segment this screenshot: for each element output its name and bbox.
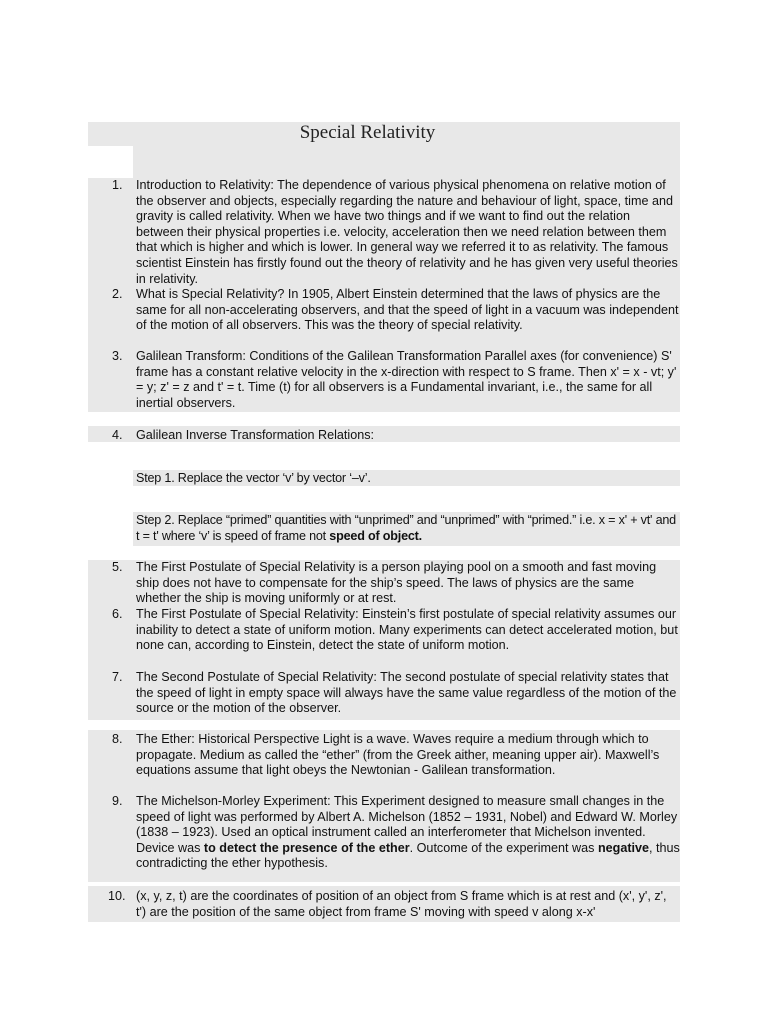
step-1-text: Step 1. Replace the vector ‘v’ by vector ‘–v’.: [136, 471, 371, 485]
list-item: [112, 732, 680, 779]
list-item: [112, 670, 680, 717]
item9-part1: The Michelson-Morley Experiment: This Experiment designed to measure small changes in the speed of light was performed by Albert A. Michelson (1852 – 1931, Nobel) and Edward W. Morley (1838 – 1923). Used an optical instrument called an interferometer that Michelson invented. Device was: [136, 794, 678, 855]
step-2-text: [136, 513, 680, 544]
item9-bold-2: negative: [597, 840, 650, 855]
list-number: 5.: [112, 560, 123, 574]
list-item: [112, 607, 680, 654]
list-text: What is Special Relativity? In 1905, Albert Einstein determined that the laws of physics are the same for all non-accelerating observers, and that the speed of light in a vacuum was independent of the motion of all observers. This was the theory of special relativity.: [136, 287, 679, 333]
list-number: 3.: [112, 349, 123, 363]
step-2: [112, 513, 680, 544]
list-number: 2.: [112, 287, 123, 301]
item9-part2: . Outcome of the experiment was: [409, 840, 598, 855]
list-number: 1.: [112, 178, 123, 192]
list-item: [112, 794, 680, 872]
list-text: Introduction to Relativity: The dependence of various physical phenomena on relative motion of the observer and objects, especially regarding the nature and behaviour of light, space, time and gravity is called relativity. When we have two things and if we want to find out the relation between their physical properties i.e. velocity, acceleration then we need relation between them that which is higher and which is lower. In general way we referred it to as relativity. The famous scientist Einstein has firstly found out the theory of relativity and he has given very useful theories in relativity.: [136, 178, 678, 286]
list-text: The Ether: Historical Perspective Light is a wave. Waves require a medium through which to propagate. Medium as called the “ether” (from the Greek aither, meaning upper air). Maxwell’s equations assume that light obeys the Newtonian - Galilean transformation.: [136, 732, 660, 778]
list-item: [108, 889, 680, 920]
list-text: The First Postulate of Special Relativity: Einstein’s first postulate of special relativity assumes our inability to detect a state of uniform motion. Many experiments can detect accelerated motion, but none can, according to Einstein, detect the state of uniform motion.: [136, 607, 678, 653]
step-2-body: Step 2. Replace “primed” quantities with “unprimed” and “unprimed” with “primed.” i.e. x = x' + vt' and t = t' where ‘v’ is speed of frame not: [136, 513, 676, 543]
list-number: 4.: [112, 428, 123, 442]
page-shading: [133, 146, 680, 178]
list-number: 7.: [112, 670, 123, 684]
list-number: 6.: [112, 607, 123, 621]
list-text: The Second Postulate of Special Relativity: The second postulate of special relativity states that the speed of light in empty space will always have the same value regardless of the motion of the source or the motion of the observer.: [136, 670, 677, 716]
list-item: [112, 560, 680, 607]
list-text: [136, 794, 680, 872]
step-2-bold: speed of object.: [329, 528, 422, 543]
list-number: 9.: [112, 794, 123, 808]
list-item: [112, 178, 680, 287]
item9-part3: , thus contradicting the ether hypothesis.: [136, 840, 680, 871]
list-item: [112, 287, 680, 334]
list-text: (x, y, z, t) are the coordinates of position of an object from S frame which is at rest and (x', y', z', t') are the position of the same object from frame S' moving with speed v along x-x': [136, 889, 667, 919]
list-item: [112, 428, 680, 444]
list-number: 10.: [108, 889, 126, 903]
step-1: [112, 471, 680, 487]
item9-bold-1: to detect the presence of the ether: [203, 840, 410, 855]
list-text: The First Postulate of Special Relativity is a person playing pool on a smooth and fast moving ship does not have to compensate for the ship’s speed. The laws of physics are the same whether the ship is moving uniformly or at rest.: [136, 560, 657, 606]
list-number: 8.: [112, 732, 123, 746]
list-text: Galilean Inverse Transformation Relations:: [136, 428, 374, 442]
list-item: [112, 349, 680, 411]
page-title: Special Relativity: [299, 122, 436, 143]
list-text: Galilean Transform: Conditions of the Galilean Transformation Parallel axes (for convenience) S' frame has a constant relative velocity in the x-direction with respect to S frame. Then x' = x - vt; y' = y; z' = z and t' = t. Time (t) for all observers is a Fundamental invariant, i.e., the same for all inertial observers.: [136, 349, 677, 410]
